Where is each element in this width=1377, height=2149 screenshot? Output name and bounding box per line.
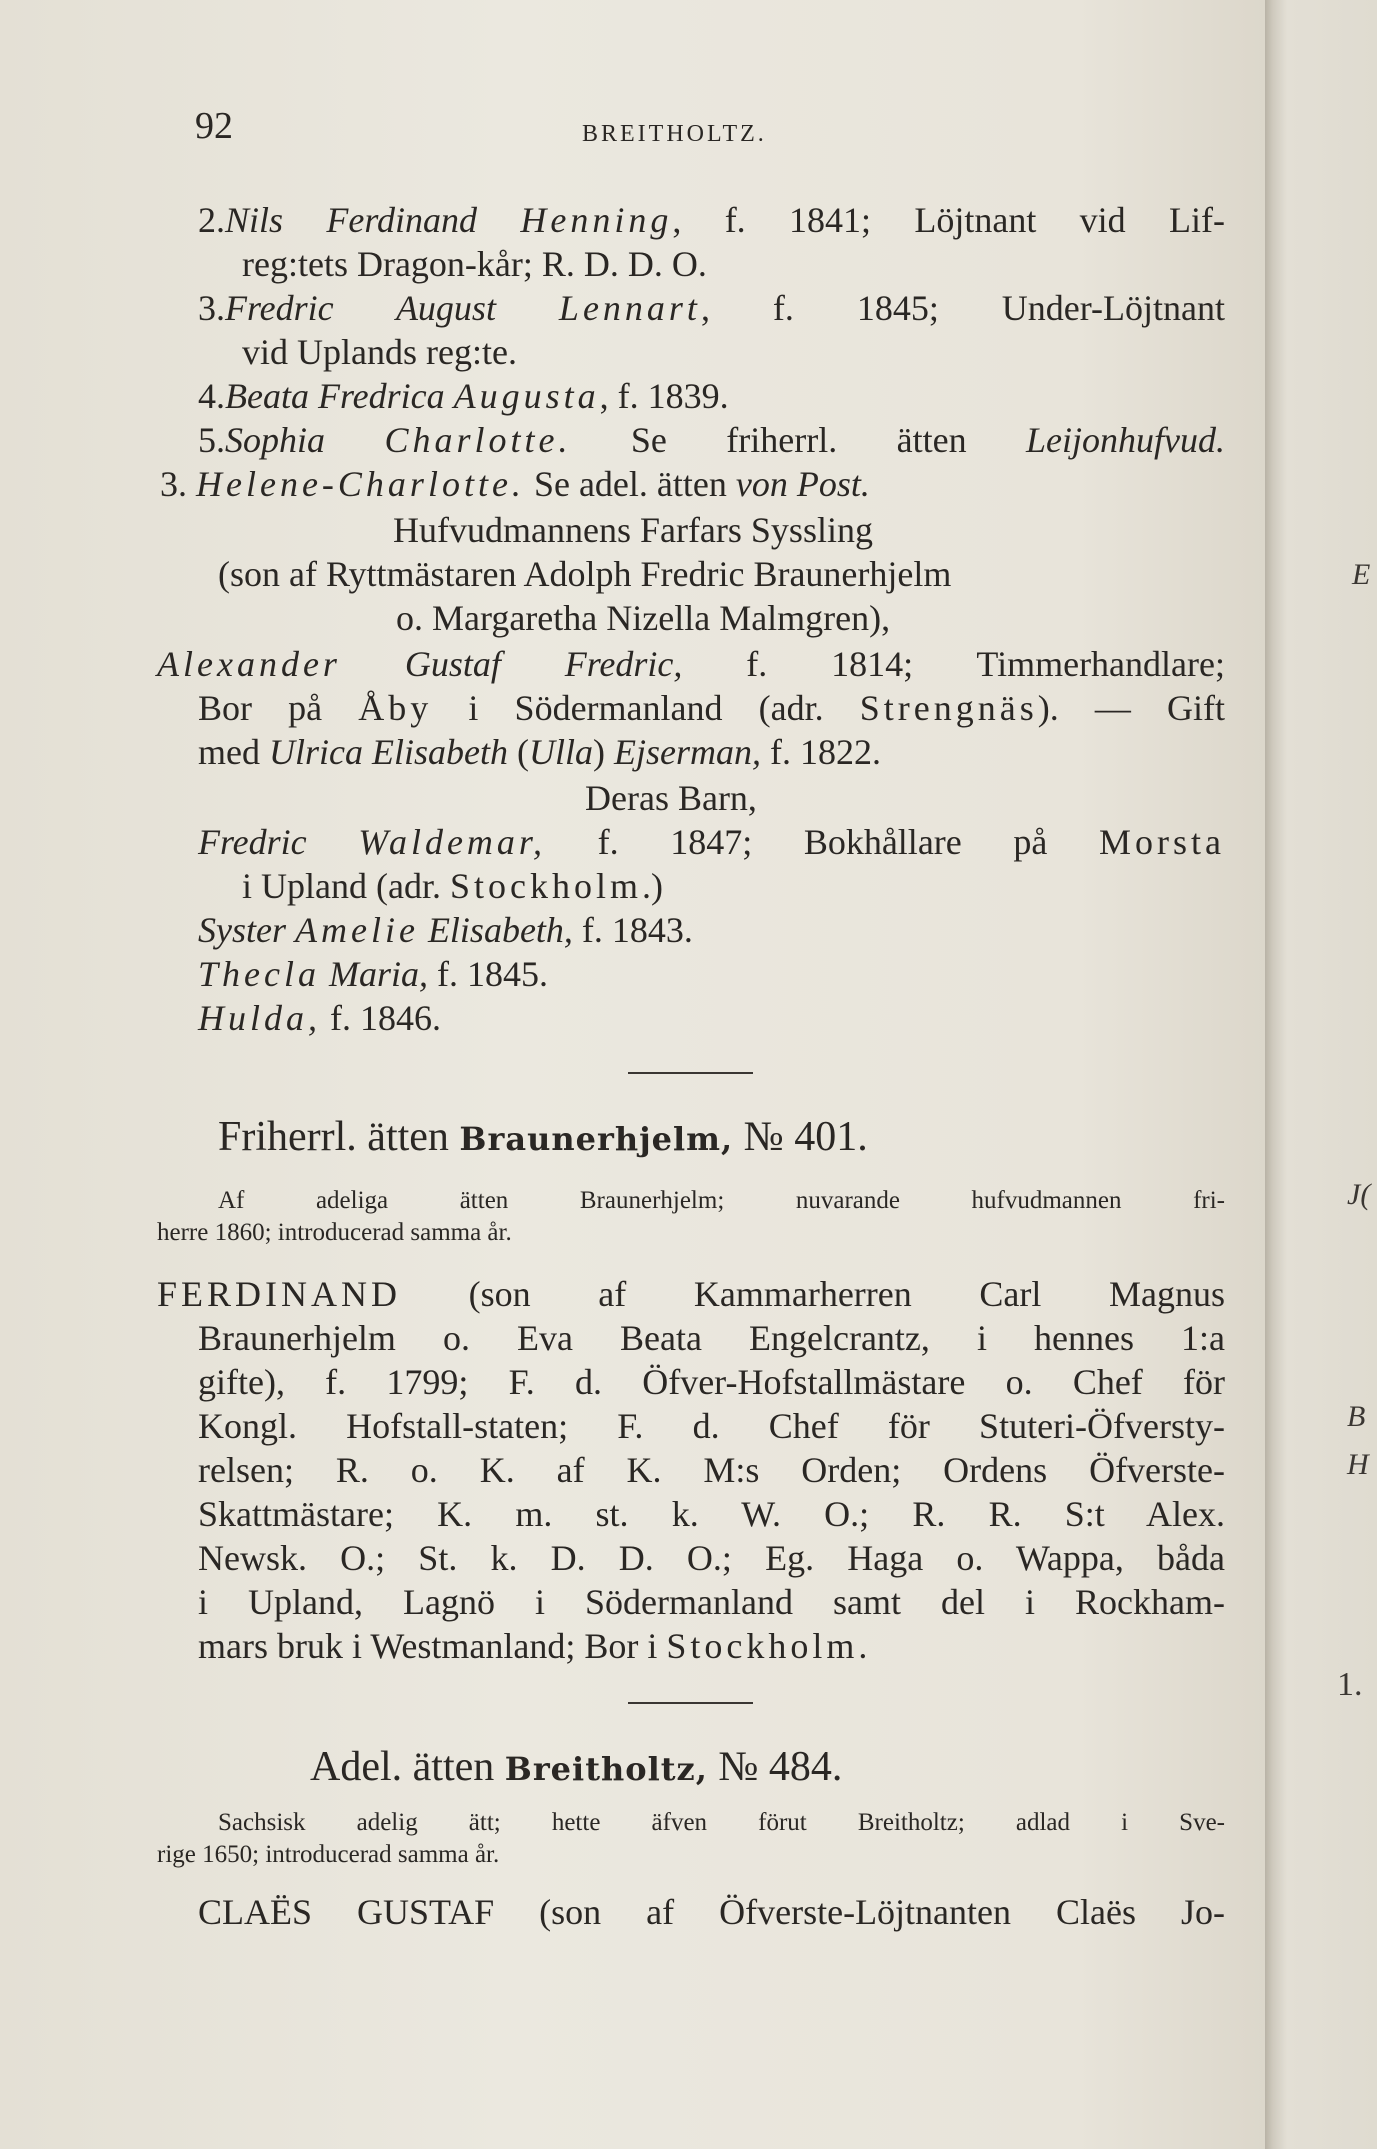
child-4: Hulda, f. 1846. — [198, 998, 441, 1038]
cousin-parent-1: (son af Ryttmästaren Adolph Fredric Braunerhjelm — [218, 554, 952, 594]
section-1-line-7: Newsk. O.; St. k. D. D. O.; Eg. Haga o. Wappa, båda — [198, 1538, 1225, 1578]
section-1-line-5: relsen; R. o. K. af K. M:s Orden; Ordens Öfverste- — [198, 1450, 1225, 1490]
section-1-line-9: mars bruk i Westmanland; Bor i Stockholm. — [198, 1626, 868, 1666]
section-1-note-2: herre 1860; introducerad samma år. — [157, 1219, 512, 1246]
cousin-line-1: Alexander Gustaf Fredric, f. 1814; Timmerhandlare; — [157, 644, 1225, 684]
cousin-heading: Hufvudmannens Farfars Syssling — [393, 510, 873, 550]
child-1-cont: i Upland (adr. Stockholm.) — [242, 866, 663, 906]
entry-2-cont: reg:tets Dragon-kår; R. D. D. O. — [242, 244, 707, 284]
cousin-parent-2: o. Margaretha Nizella Malmgren), — [396, 598, 891, 638]
margin-letter-2: J( — [1347, 1178, 1371, 1211]
section-1-title: Friherrl. ätten Braunerhjelm, № 401. — [218, 1114, 868, 1160]
section-2-note-2: rige 1650; introducerad samma år. — [157, 1841, 500, 1868]
section-divider-1 — [628, 1072, 753, 1074]
running-title: BREITHOLTZ. — [582, 121, 767, 147]
section-2-title: Adel. ätten Breitholtz, № 484. — [310, 1744, 843, 1790]
margin-letter-3: B — [1347, 1400, 1366, 1433]
child-3: Thecla Maria, f. 1845. — [198, 954, 548, 994]
cousin-line-2: Bor på Åby i Södermanland (adr. Strengnäs). — Gift — [198, 688, 1225, 728]
child-1: Fredric Waldemar, f. 1847; Bokhållare på Morsta — [198, 822, 1225, 862]
section-divider-2 — [628, 1702, 753, 1704]
section-1-line-2: Braunerhjelm o. Eva Beata Engelcrantz, i hennes 1:a — [198, 1318, 1225, 1358]
section-1-line-6: Skattmästare; K. m. st. k. W. O.; R. R. S:t Alex. — [198, 1494, 1225, 1534]
entry-3: 3.Fredric August Lennart, f. 1845; Under-Löjtnant — [198, 288, 1226, 328]
cousin-line-3: med Ulrica Elisabeth (Ulla) Ejserman, f. 1822. — [198, 732, 881, 772]
entry-4: 4.Beata Fredrica Augusta, f. 1839. — [198, 376, 729, 416]
page-number: 92 — [195, 105, 233, 147]
section-1-line-4: Kongl. Hofstall-staten; F. d. Chef för Stuteri-Öfversty- — [198, 1406, 1225, 1446]
entry-5: 5.Sophia Charlotte. Se friherrl. ätten Leijonhufvud. — [198, 420, 1225, 460]
section-1-line-8: i Upland, Lagnö i Södermanland samt del i Rockham- — [198, 1582, 1225, 1622]
section-1-line-1: FERDINAND (son af Kammarherren Carl Magnus — [157, 1274, 1225, 1314]
margin-letter-5: 1. — [1337, 1666, 1363, 1703]
section-1-note-1: Af adeliga ätten Braunerhjelm; nuvarande hufvudmannen fri- — [218, 1187, 1225, 1214]
entry-2: 2.Nils Ferdinand Henning, f. 1841; Löjtnant vid Lif- — [198, 200, 1225, 240]
entry-h3: 3. Helene-Charlotte. Se adel. ätten von Post. — [160, 464, 870, 504]
section-2-note-1: Sachsisk adelig ätt; hette äfven förut Breitholtz; adlad i Sve- — [218, 1809, 1225, 1836]
margin-letter-1: E — [1352, 558, 1371, 591]
entry-3-cont: vid Uplands reg:te. — [242, 332, 517, 372]
section-1-line-3: gifte), f. 1799; F. d. Öfver-Hofstallmästare o. Chef för — [198, 1362, 1225, 1402]
child-2: Syster Amelie Elisabeth, f. 1843. — [198, 910, 693, 950]
children-heading: Deras Barn, — [585, 778, 757, 818]
book-gutter — [1265, 0, 1377, 2149]
section-2-line-1: CLAËS GUSTAF (son af Öfverste-Löjtnanten Claës Jo- — [198, 1892, 1225, 1932]
margin-letter-4: H — [1347, 1448, 1369, 1481]
